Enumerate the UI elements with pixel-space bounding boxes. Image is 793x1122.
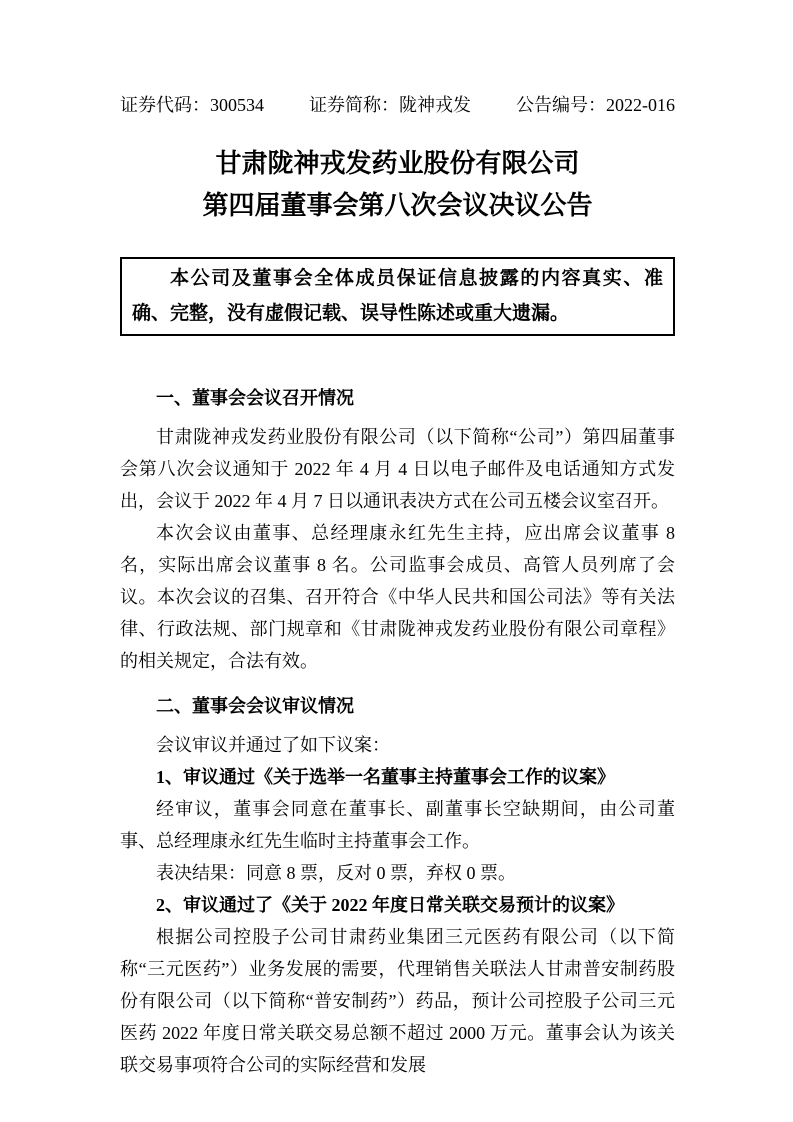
resolution-1-detail: 经审议，董事会同意在董事长、副董事长空缺期间，由公司董事、总经理康永红先生临时主持董事会工作。 — [120, 799, 675, 851]
doc-header — [120, 93, 675, 117]
paragraph-resolutions-intro: 会议审议并通过了如下议案： — [156, 735, 390, 755]
stock-abbr: 证券简称：陇神戎发 — [309, 95, 471, 115]
doc-body — [120, 382, 675, 1081]
announcement-number: 公告编号：2022-016 — [516, 95, 675, 115]
resolution-2-detail: 根据公司控股子公司甘肃药业集团三元医药有限公司（以下简称“三元医药”）业务发展的需要，代理销售关联法人甘肃普安制药股份有限公司（以下简称“普安制药”）药品，预计公司控股子公司三元医药 2022 年度日常关联交易总额不超过 2000 万元。董事会认为该关联交易事项符合公司的实际经营和发展 — [120, 927, 675, 1075]
disclaimer-box — [120, 257, 675, 336]
doc-title-line2: 第四届董事会第八次会议决议公告 — [202, 191, 593, 220]
section-heading-deliberation: 二、董事会会议审议情况 — [156, 696, 354, 716]
stock-code: 证券代码：300534 — [120, 95, 264, 115]
resolution-1-vote-result: 表决结果：同意 8 票，反对 0 票，弃权 0 票。 — [156, 863, 516, 883]
doc-title-line1: 甘肃陇神戎发药业股份有限公司 — [215, 149, 580, 178]
doc-title — [120, 143, 675, 227]
disclaimer-text: 本公司及董事会全体成员保证信息披露的内容真实、准确、完整，没有虚假记载、误导性陈述或重大遗漏。 — [132, 268, 663, 324]
section-heading-meeting-convening: 一、董事会会议召开情况 — [156, 388, 354, 408]
paragraph-meeting-attendance: 本次会议由董事、总经理康永红先生主持，应出席会议董事 8 名，实际出席会议董事 8 名。公司监事会成员、高管人员列席了会议。本次会议的召集、召开符合《中华人民共和国公司法》等有关法律、行政法规、部门规章和《甘肃陇神戎发药业股份有限公司章程》的相关规定，合法有效。 — [120, 523, 675, 671]
resolution-1-title: 1、审议通过《关于选举一名董事主持董事会工作的议案》 — [156, 767, 615, 787]
resolution-2-title: 2、审议通过了《关于 2022 年度日常关联交易预计的议案》 — [156, 895, 624, 915]
paragraph-meeting-notice: 甘肃陇神戎发药业股份有限公司（以下简称“公司”）第四届董事会第八次会议通知于 2022 年 4 月 4 日以电子邮件及电话通知方式发出，会议于 2022 年 4 月 7 日以通讯表决方式在公司五楼会议室召开。 — [120, 427, 675, 511]
